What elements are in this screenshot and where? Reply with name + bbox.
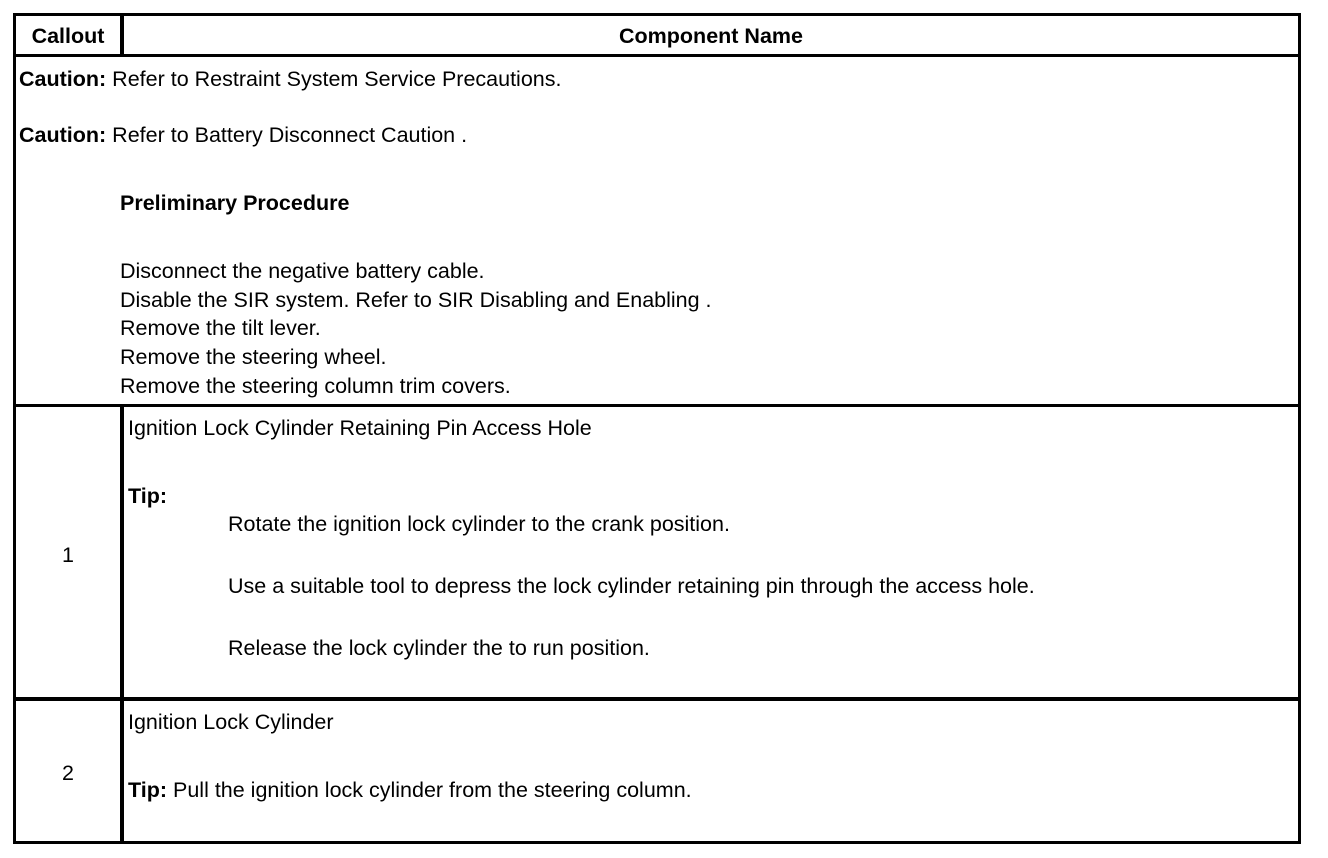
table-border-right <box>1298 13 1301 844</box>
procedure-table <box>13 13 1301 844</box>
table-border-top <box>13 13 1301 16</box>
row-1-callout: 1 <box>62 543 74 567</box>
preliminary-step: Remove the steering column trim covers. <box>120 374 511 398</box>
header-separator <box>13 54 1301 57</box>
row-2-component: Ignition Lock Cylinder <box>128 710 334 734</box>
caution-2 <box>19 122 467 148</box>
caution-label: Caution: <box>19 123 107 147</box>
row-2-tip-text: Pull the ignition lock cylinder from the steering column. <box>173 778 692 802</box>
row-column-separator <box>120 404 124 844</box>
row-1-component: Ignition Lock Cylinder Retaining Pin Access Hole <box>128 416 592 440</box>
row-1-tip-label: Tip: <box>128 484 168 508</box>
caution-text: Refer to Restraint System Service Precautions. <box>112 67 562 91</box>
caution-text: Refer to Battery Disconnect Caution . <box>112 123 468 147</box>
caution-1 <box>19 66 561 92</box>
header-component-name: Component Name <box>619 24 803 48</box>
row-separator-1 <box>13 404 1301 407</box>
row-separator-2 <box>13 697 1301 701</box>
preliminary-step: Remove the tilt lever. <box>120 316 321 340</box>
preliminary-step: Disconnect the negative battery cable. <box>120 259 485 283</box>
row-2-tip-label: Tip: <box>128 778 168 802</box>
preliminary-step: Disable the SIR system. Refer to SIR Disabling and Enabling . <box>120 288 712 312</box>
header-callout: Callout <box>31 24 105 48</box>
row-1-tip: Use a suitable tool to depress the lock cylinder retaining pin through the access hole. <box>228 574 1035 598</box>
preliminary-step: Remove the steering wheel. <box>120 345 387 369</box>
row-2-callout: 2 <box>62 761 74 785</box>
row-1-tip: Rotate the ignition lock cylinder to the crank position. <box>228 512 730 536</box>
row-2-tip <box>128 777 692 803</box>
caution-label: Caution: <box>19 67 107 91</box>
row-1-tip: Release the lock cylinder the to run position. <box>228 636 650 660</box>
table-border-bottom <box>13 841 1301 844</box>
preliminary-title: Preliminary Procedure <box>120 191 350 215</box>
table-border-left <box>13 13 16 844</box>
